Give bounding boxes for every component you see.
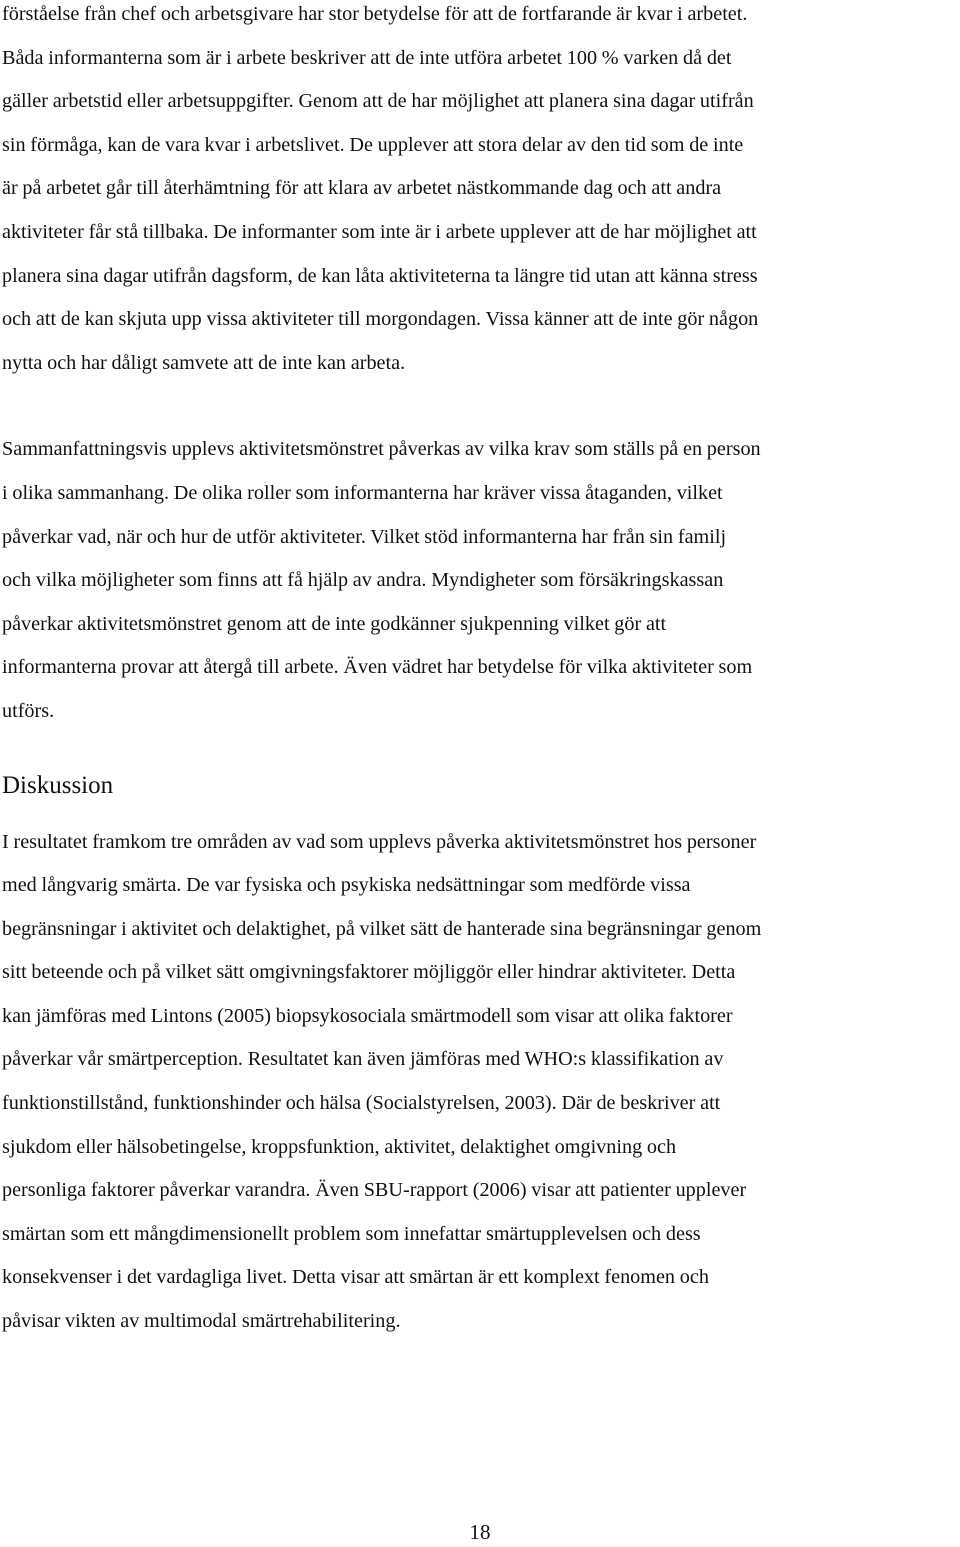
- text-line: med långvarig smärta. De var fysiska och psykiska nedsättningar som medförde vissa: [2, 874, 691, 897]
- text-line: kan jämföras med Lintons (2005) biopsykosociala smärtmodell som visar att olika faktorer: [2, 1004, 733, 1027]
- text-line: gäller arbetstid eller arbetsuppgifter. Genom att de har möjlighet att planera sina dagar utifrån: [2, 90, 754, 113]
- text-line: personliga faktorer påverkar varandra. Även SBU-rapport (2006) visar att patienter upplever: [2, 1179, 747, 1202]
- paragraph-spacer: [2, 385, 958, 428]
- text-line: Sammanfattningsvis upplevs aktivitetsmönstret påverkas av vilka krav som ställs på en person: [2, 438, 761, 461]
- text-line: och vilka möjligheter som finns att få hjälp av andra. Myndigheter som försäkringskassan: [2, 569, 724, 592]
- discussion-paragraph: [2, 821, 958, 1344]
- text-line: påverkar aktivitetsmönstret genom att de inte godkänner sjukpenning vilket gör att: [2, 612, 667, 635]
- text-line: sin förmåga, kan de vara kvar i arbetslivet. De upplever att stora delar av den tid som de inte: [2, 133, 744, 156]
- text-line: och att de kan skjuta upp vissa aktiviteter till morgondagen. Vissa känner att de inte gör någon: [2, 308, 759, 331]
- text-line: Båda informanterna som är i arbete beskriver att de inte utföra arbetet 100 % varken då det: [2, 46, 732, 69]
- text-line: konsekvenser i det vardagliga livet. Detta visar att smärtan är ett komplext fenomen och: [2, 1266, 709, 1289]
- text-line: planera sina dagar utifrån dagsform, de kan låta aktiviteterna ta längre tid utan att känna stress: [2, 264, 758, 287]
- page-number: 18: [469, 1520, 491, 1544]
- text-line: funktionstillstånd, funktionshinder och hälsa (Socialstyrelsen, 2003). Där de beskriver att: [2, 1092, 721, 1115]
- summary-paragraph: [2, 428, 958, 733]
- text-line: påverkar vår smärtperception. Resultatet kan även jämföras med WHO:s klassifikation av: [2, 1048, 724, 1071]
- text-line: sitt beteende och på vilket sätt omgivningsfaktorer möjliggör eller hindrar aktiviteter. Detta: [2, 961, 736, 984]
- text-line: sjukdom eller hälsobetingelse, kroppsfunktion, aktivitet, delaktighet omgivning och: [2, 1135, 677, 1158]
- text-line: i olika sammanhang. De olika roller som informanterna har kräver vissa åtaganden, vilket: [2, 481, 723, 504]
- text-line: I resultatet framkom tre områden av vad som upplevs påverka aktivitetsmönstret hos personer: [2, 830, 757, 853]
- text-line: är på arbetet går till återhämtning för att klara av arbetet nästkommande dag och att andra: [2, 177, 722, 200]
- document-page: [2, 0, 958, 1344]
- text-line: nytta och har dåligt samvete att de inte kan arbeta.: [2, 351, 406, 374]
- text-line: förståelse från chef och arbetsgivare har stor betydelse för att de fortfarande är kvar i arbetet.: [2, 3, 748, 25]
- text-line: utförs.: [2, 699, 55, 722]
- text-line: påverkar vad, när och hur de utför aktiviteter. Vilket stöd informanterna har från sin familj: [2, 525, 727, 548]
- text-line: aktiviteter får stå tillbaka. De informanter som inte är i arbete upplever att de har möjlighet att: [2, 220, 757, 243]
- section-heading-diskussion: Diskussion: [2, 771, 114, 799]
- text-line: informanterna provar att återgå till arbete. Även vädret har betydelse för vilka aktiviteter som: [2, 656, 753, 679]
- text-line: begränsningar i aktivitet och delaktighet, på vilket sätt de hanterade sina begränsningar genom: [2, 917, 762, 940]
- results-paragraph-1: [2, 0, 958, 385]
- text-line: smärtan som ett mångdimensionellt problem som innefattar smärtupplevelsen och dess: [2, 1222, 701, 1245]
- text-line: påvisar vikten av multimodal smärtrehabilitering.: [2, 1310, 401, 1333]
